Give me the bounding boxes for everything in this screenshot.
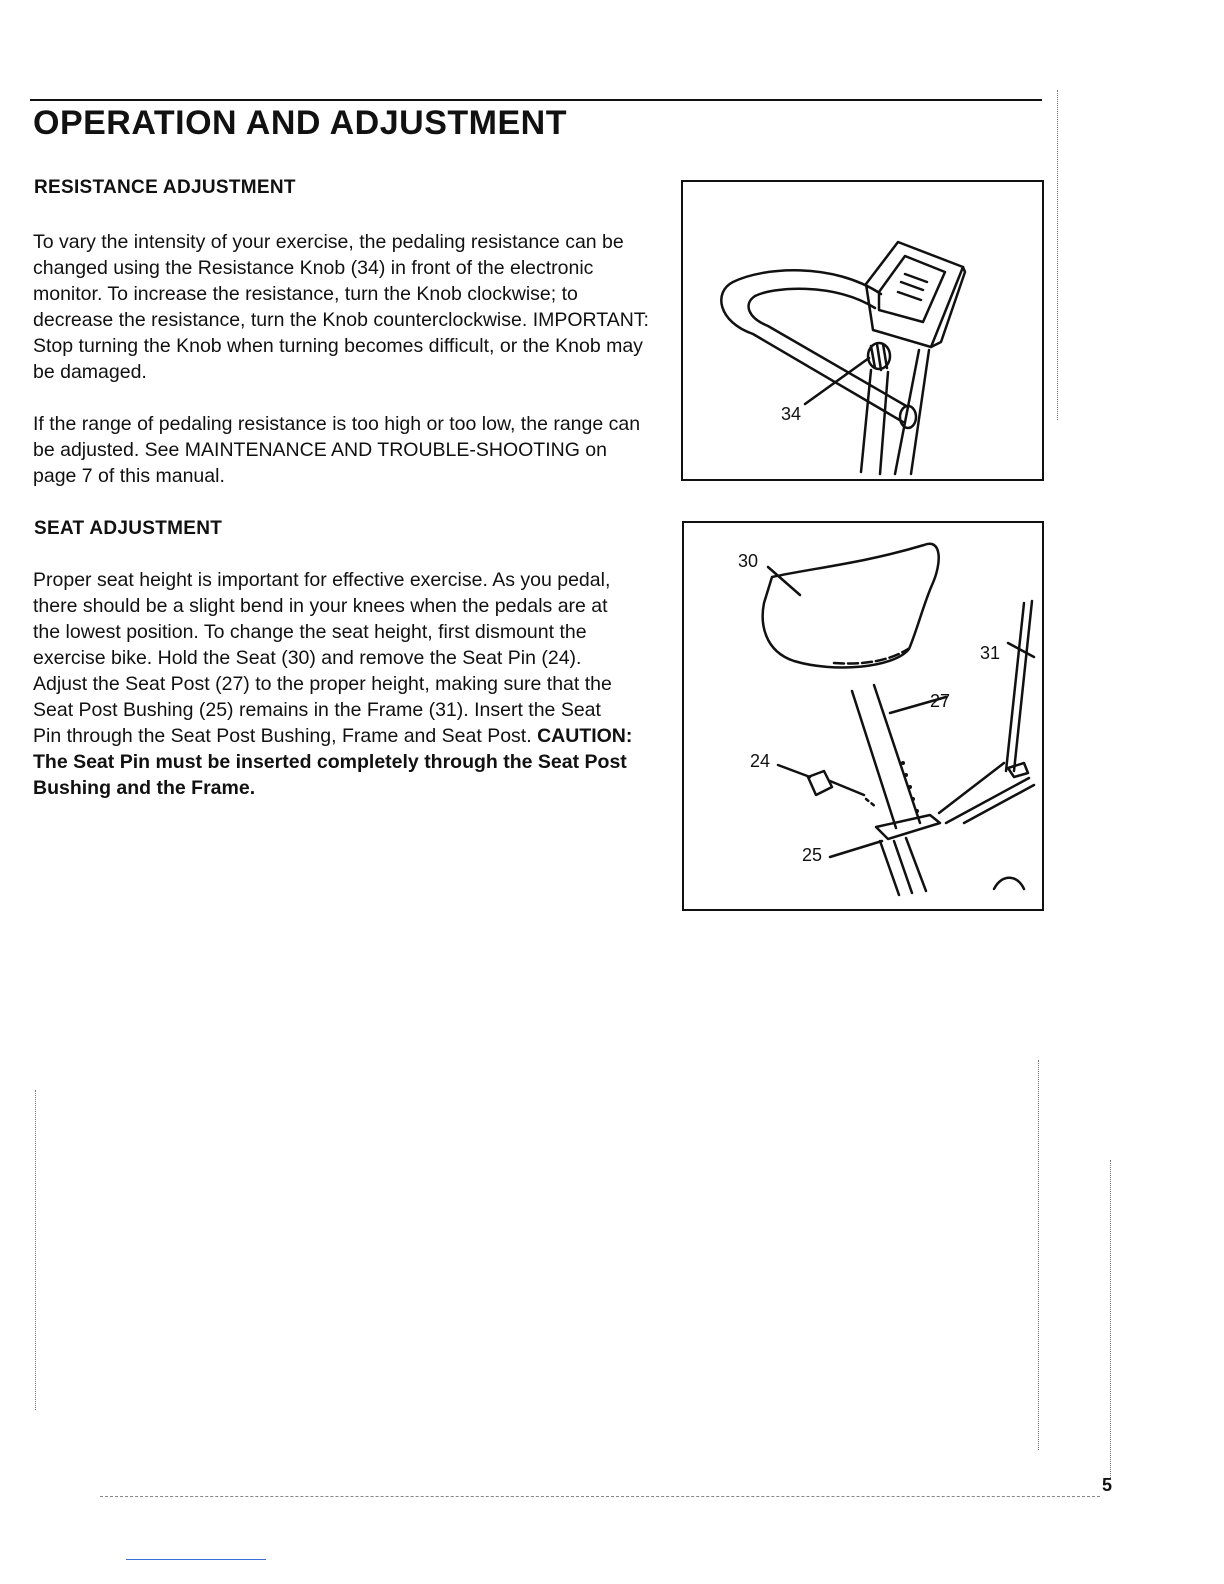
scan-artifact — [1057, 90, 1058, 420]
scan-artifact — [35, 1090, 36, 1410]
scan-artifact — [126, 1559, 266, 1560]
seat-heading: SEAT ADJUSTMENT — [34, 518, 223, 539]
callout-27: 27 — [930, 691, 951, 711]
seat-pin-icon — [808, 771, 876, 807]
resistance-knob-figure — [681, 180, 1044, 481]
seat-adjustment-illustration — [684, 523, 1046, 913]
title-rule — [30, 99, 1042, 101]
seat-instructions: Proper seat height is important for effective exercise. As you pedal, there should be a slight bend in your knees when the pedals are at the lowest position. To change the seat height, first dismount the exercise bike. Hold the Seat (30) and remove the Seat Pin (24). Adjust the Seat Post (27) to the proper height, making sure that the Seat Post Bushing (25) remains in the Frame (31). Insert the Seat Pin through the Seat Post Bushing, Frame and Seat Post. — [33, 569, 612, 747]
seat-caution: CAUTION: The Seat Pin must be inserted completely through the Seat Post Bushing and the Frame. — [33, 725, 633, 799]
adjustment-holes — [901, 761, 919, 813]
resistance-range-paragraph: If the range of pedaling resistance is too high or too low, the range can be adjusted. See MAINTENANCE AND TROUBLE-SHOOTING on page 7 of this manual. — [33, 413, 641, 487]
callout-30: 30 — [738, 551, 759, 571]
seat-paragraph — [33, 567, 633, 801]
page-number: 5 — [1102, 1475, 1113, 1495]
footer-rule — [100, 1496, 1100, 1497]
callout-25: 25 — [802, 845, 823, 865]
seat-post-bushing — [876, 815, 940, 839]
page-title: OPERATION AND ADJUSTMENT — [33, 104, 567, 142]
frame-tube — [1006, 601, 1032, 771]
scan-artifact — [1038, 1060, 1039, 1450]
callout-24: 24 — [750, 751, 771, 771]
resistance-knob-icon — [868, 343, 890, 370]
resistance-paragraph: To vary the intensity of your exercise, the pedaling resistance can be changed using the Resistance Knob (34) in front of the electronic monitor. To increase the resistance, turn the Knob clockwise; to decrease the resistance, turn the Knob counterclockwise. IMPORTANT: Stop turning the Knob when turning becomes difficult, or the Knob may be damaged. — [33, 231, 649, 383]
callout-31: 31 — [980, 643, 1001, 663]
callout-34: 34 — [781, 404, 802, 424]
scan-artifact — [1110, 1160, 1111, 1480]
seat-adjustment-figure — [682, 521, 1044, 911]
resistance-knob-illustration — [683, 182, 1046, 483]
resistance-heading: RESISTANCE ADJUSTMENT — [34, 177, 296, 198]
seat-icon — [763, 544, 939, 668]
